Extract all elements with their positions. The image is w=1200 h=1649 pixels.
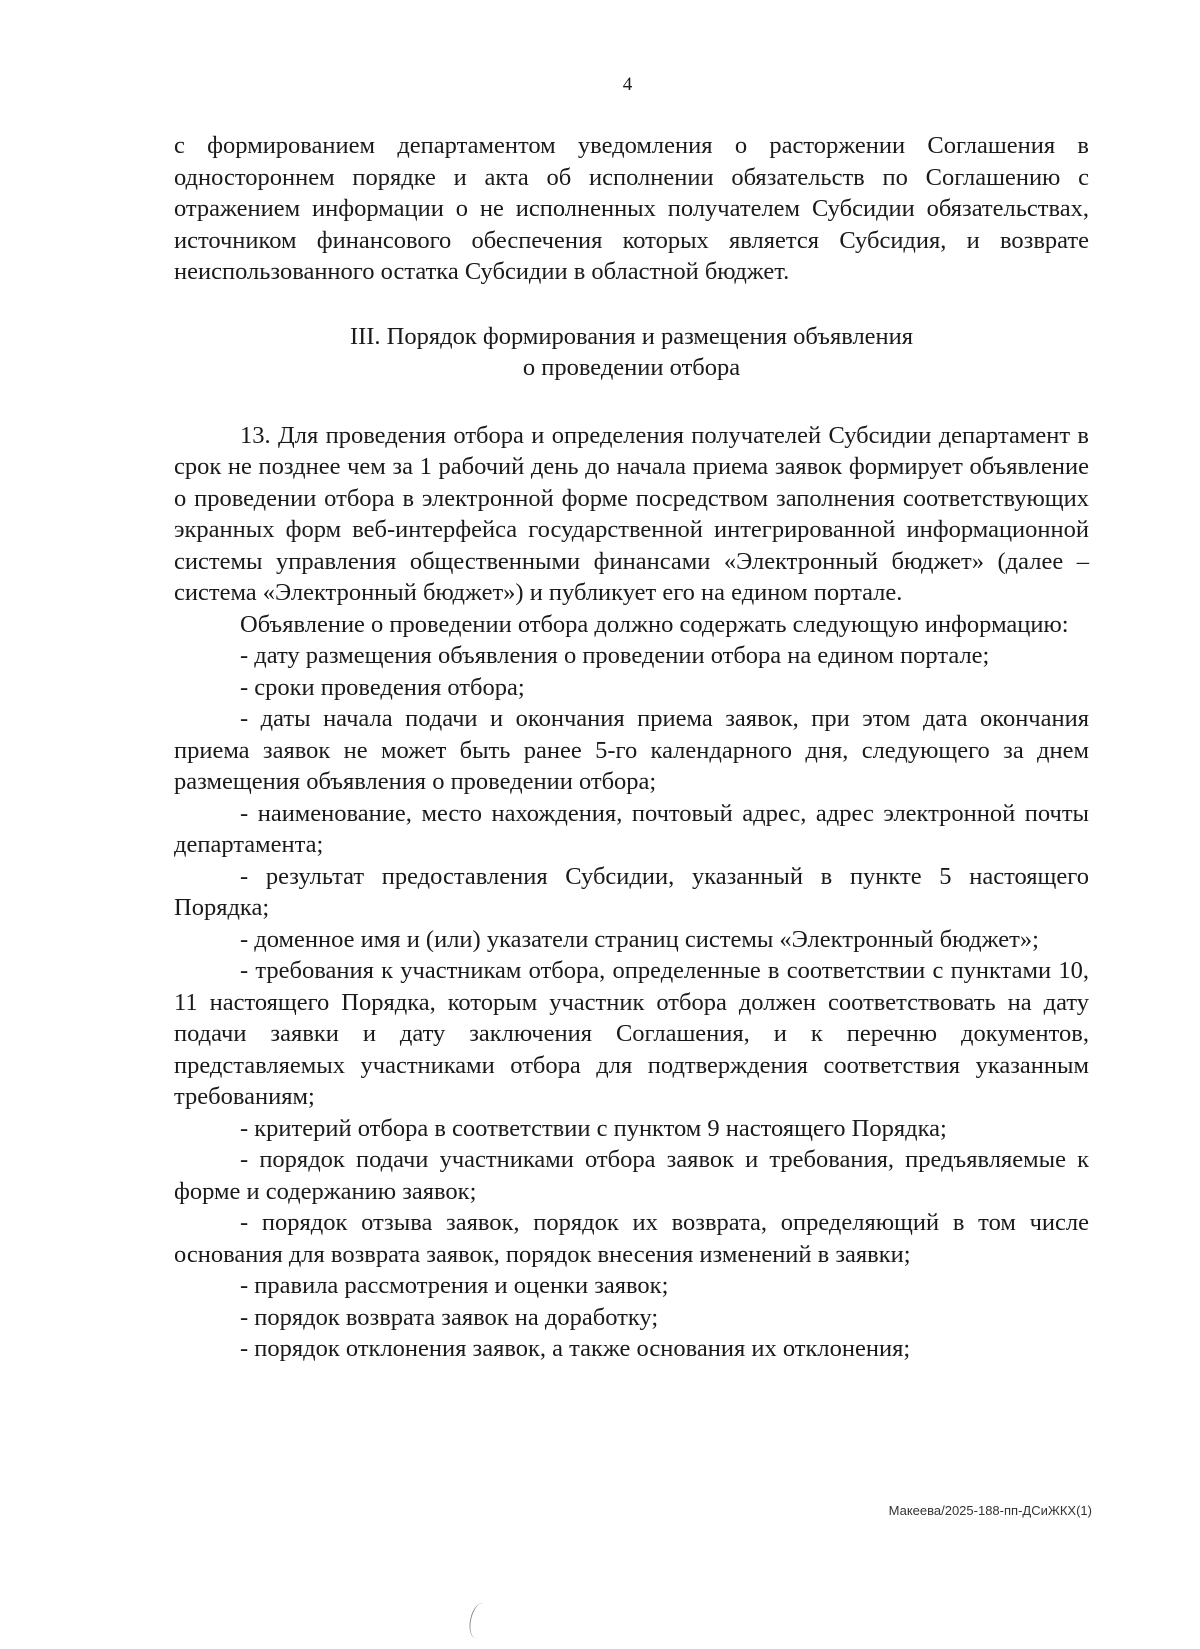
section-heading-line-2: о проведении отбора — [522, 354, 741, 381]
list-item: - порядок подачи участниками отбора заявок и требования, предъявляемые к форме и содержанию заявок; — [174, 1146, 1089, 1205]
list-item: - сроки проведения отбора; — [240, 673, 525, 701]
paragraph-announcement-contents: Объявление о проведении отбора должно содержать следующую информацию: — [240, 610, 1069, 638]
paragraph-13: 13. Для проведения отбора и определения получателей Субсидии департамент в срок не позднее чем за 1 рабочий день до начала приема заявок формирует объявление о проведении отбора в электронной форме посредством заполнения соответствующих экранных форм веб-интерфейса государственной интегрированной информационной системы управления общественными финансами «Электронный бюджет» (далее – система «Электронный бюджет») и публикует его на едином портале. — [174, 421, 1089, 606]
list-item: - доменное имя и (или) указатели страниц системы «Электронный бюджет»; — [240, 925, 1039, 953]
scan-artifact-mark — [466, 1601, 492, 1640]
list-item: - даты начала подачи и окончания приема заявок, при этом дата окончания приема заявок не может быть ранее 5-го календарного дня, следующего за днем размещения объявления о проведении отбора; — [174, 705, 1089, 795]
list-item: - дату размещения объявления о проведении отбора на едином портале; — [240, 642, 990, 669]
section-heading-line-1: III. Порядок формирования и размещения объявления — [349, 322, 914, 350]
intro-paragraph: с формированием департаментом уведомления о расторжении Соглашения в одностороннем порядке и акта об исполнении обязательств по Соглашению с отражением информации о не исполненных получателем Субсидии обязательствах, источником финансового обеспечения которых является Субсидия, и возврате неиспользованного остатка Субсидии в областной бюджет. — [174, 132, 1089, 285]
list-item: - порядок отклонения заявок, а также основания их отклонения; — [240, 1335, 911, 1362]
list-item: - наименование, место нахождения, почтовый адрес, адрес электронной почты департамента; — [174, 799, 1089, 858]
page-number: 4 — [622, 74, 633, 95]
list-item: - порядок возврата заявок на доработку; — [240, 1303, 659, 1331]
list-item: - порядок отзыва заявок, порядок их возврата, определяющий в том числе основания для возврата заявок, порядок внесения изменений в заявки; — [174, 1209, 1089, 1268]
list-item: - критерий отбора в соответствии с пунктом 9 настоящего Порядка; — [240, 1114, 947, 1142]
list-item: - правила рассмотрения и оценки заявок; — [240, 1272, 669, 1299]
document-footer-code: Макеева/2025-188-пп-ДСиЖКХ(1) — [888, 1503, 1092, 1518]
section-heading — [174, 321, 1089, 384]
list-item: - требования к участникам отбора, определенные в соответствии с пунктами 10, 11 настоящего Порядка, которым участник отбора должен соответствовать на дату подачи заявки и дату заключения Соглашения, и к перечню документов, представляемых участниками отбора для подтверждения соответствия указанным требованиям; — [174, 957, 1089, 1110]
document-body — [174, 130, 1089, 1365]
list-item: - результат предоставления Субсидии, указанный в пункте 5 настоящего Порядка; — [174, 862, 1089, 921]
